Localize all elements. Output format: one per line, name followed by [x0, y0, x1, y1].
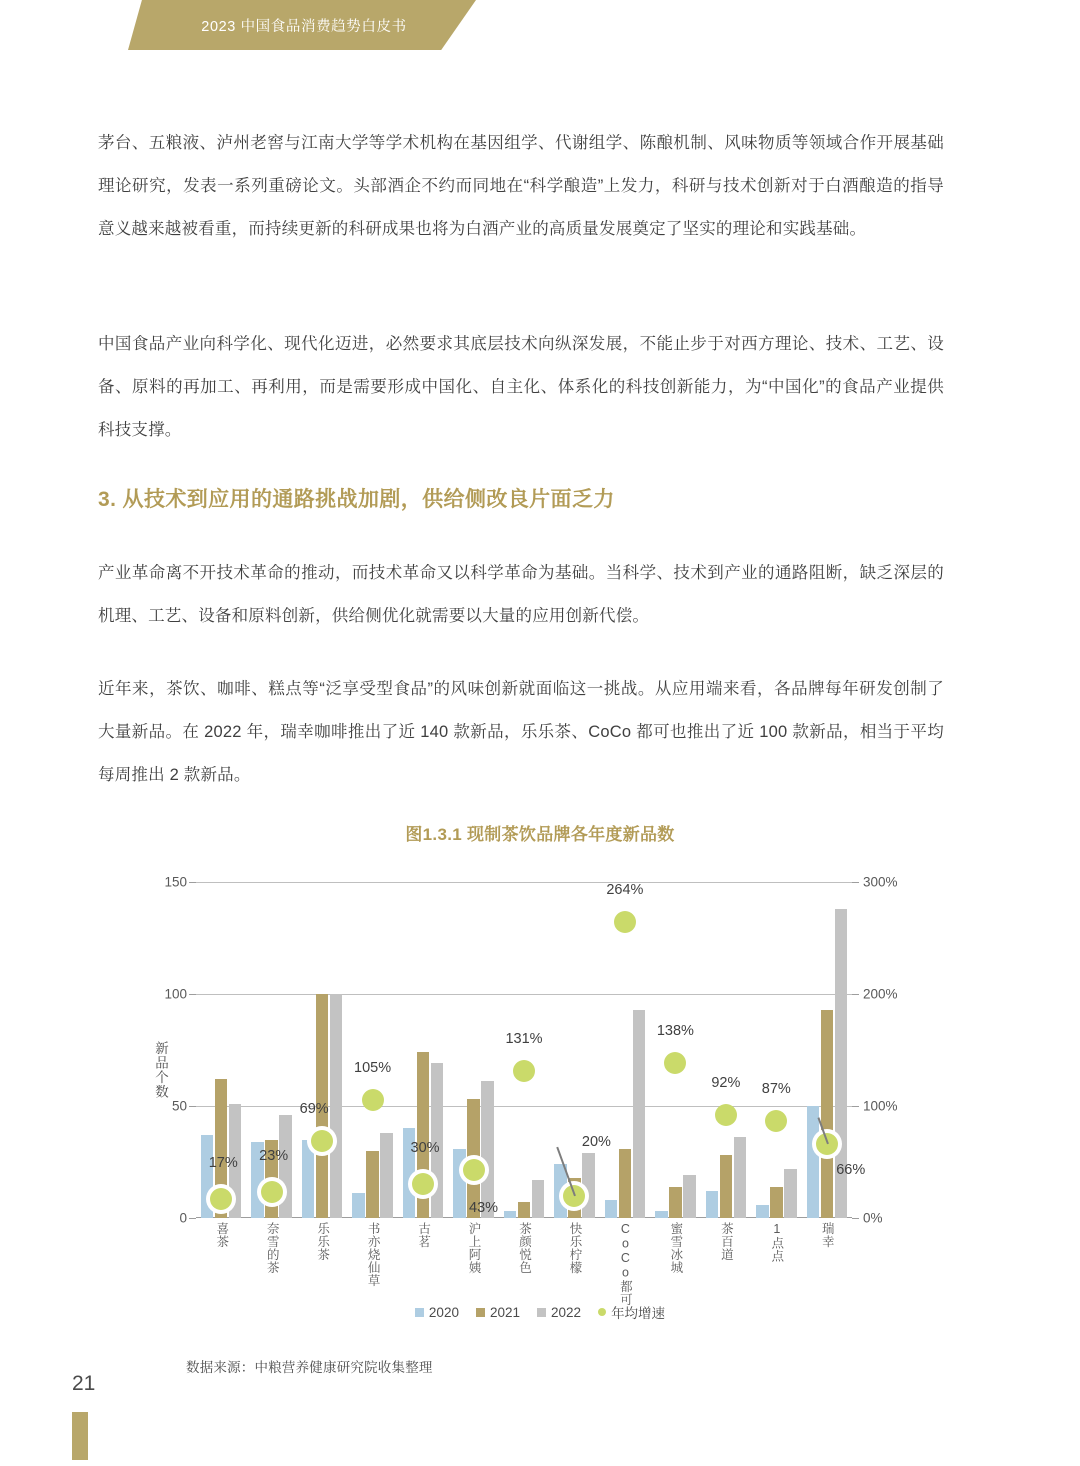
- chart-category-group: [650, 882, 700, 1218]
- chart-bar-2022: [683, 1175, 696, 1218]
- chart-growth-dot: [210, 1188, 232, 1210]
- chart-bar-2022: [784, 1169, 797, 1218]
- chart-growth-dot: [513, 1060, 535, 1082]
- chart-y-tick-label: 150: [164, 874, 187, 890]
- chart-category-group: [398, 882, 448, 1218]
- chart-growth-label: 105%: [354, 1060, 392, 1077]
- paragraph-3: 产业革命离不开技术革命的推动，而技术革命又以科学革命为基础。当科学、技术到产业的通路阻断，缺乏深层的机理、工艺、设备和原料创新，供给侧优化就需要以大量的应用创新代偿。: [98, 564, 944, 625]
- section-heading: 3. 从技术到应用的通路挑战加剧，供给侧改良片面乏力: [98, 488, 615, 511]
- chart-y2-tickmark: [852, 1106, 859, 1107]
- chart-y-tickmark: [189, 994, 196, 995]
- chart-bar-2020: [504, 1211, 517, 1218]
- footer-accent-bar: [72, 1412, 88, 1460]
- chart-category-group: [448, 882, 498, 1218]
- chart-legend-label: 年均增速: [611, 1306, 666, 1321]
- legend-dot-icon: [598, 1308, 606, 1316]
- chart-growth-label: 43%: [469, 1199, 499, 1216]
- chart-bar-2022: [330, 994, 343, 1218]
- chart-growth-label: 69%: [299, 1100, 329, 1117]
- chart-growth-dot: [664, 1052, 686, 1074]
- chart-bar-2020: [756, 1205, 769, 1218]
- chart-x-tick-label: 蜜雪冰城: [668, 1222, 683, 1274]
- chart-growth-label: 20%: [581, 1133, 611, 1150]
- paragraph-1: 茅台、五粮液、泸州老窖与江南大学等学术机构在基因组学、代谢组学、陈酿机制、风味物质等领域合作开展基础理论研究，发表一系列重磅论文。头部酒企不约而同地在“科学酿造”上发力，科研与技术创新对于白酒酿造的指导意义越来越被看重，而持续更新的科研成果也将为白酒产业的高质量发展奠定了坚实的理论和实践基础。: [98, 134, 944, 238]
- chart-x-tick-label: 茶颜悦色: [517, 1222, 532, 1274]
- chart-growth-label: 131%: [505, 1031, 543, 1048]
- paragraph-4: 近年来，茶饮、咖啡、糕点等“泛享受型食品”的风味创新就面临这一挑战。从应用端来看，各品牌每年研发创制了大量新品。在 2022 年，瑞幸咖啡推出了近 140 款新品，乐乐茶、CoCo 都可也推出了近 100 款新品，相当于平均每周推出 2 款新品。: [98, 680, 944, 784]
- chart-bar-2021: [669, 1187, 682, 1218]
- chart-x-tick-label: 茶百道: [719, 1222, 734, 1261]
- chart-x-tick-label: 快乐柠檬: [567, 1222, 582, 1274]
- chart-category-group: [246, 882, 296, 1218]
- chart-y2-tickmark: [852, 994, 859, 995]
- chart-legend-label: 2022: [551, 1304, 582, 1320]
- chart-category-group: [549, 882, 611, 1218]
- chart-x-tick-label: 古茗: [416, 1222, 431, 1248]
- chart-x-tick-label: 乐乐茶: [315, 1222, 330, 1261]
- chart-growth-label: 264%: [606, 882, 644, 899]
- chart-growth-label: 138%: [656, 1023, 694, 1040]
- chart-bar-2022: [481, 1081, 494, 1218]
- header-banner-title: 2023 中国食品消费趋势白皮书: [201, 18, 407, 35]
- chart-bar-2020: [655, 1211, 668, 1218]
- chart-bar-2021: [366, 1151, 379, 1218]
- chart-bar-2020: [807, 1106, 820, 1218]
- paragraph-2: 中国食品产业向科学化、现代化迈进，必然要求其底层技术向纵深发展，不能止步于对西方理论、技术、工艺、设备、原料的再加工、再利用，而是需要形成中国化、自主化、体系化的科技创新能力，为“中国化”的食品产业提供科技支撑。: [98, 335, 944, 439]
- chart-bar-2022: [582, 1153, 595, 1218]
- chart-bar-2020: [453, 1149, 466, 1218]
- legend-swatch-icon: [476, 1308, 485, 1317]
- chart-x-tick-label: 奈雪的茶: [265, 1222, 280, 1274]
- chart-legend-item: [537, 1305, 581, 1320]
- chart-title: 图1.3.1 现制茶饮品牌各年度新品数: [405, 825, 675, 844]
- chart-category-group: [600, 882, 650, 1218]
- chart-bar-2022: [279, 1115, 292, 1218]
- chart-x-tick-label: 1点点: [769, 1222, 784, 1263]
- chart-legend-item: [598, 1302, 665, 1322]
- chart-legend-label: 2020: [428, 1304, 459, 1320]
- chart-x-tick-label: 喜茶: [214, 1222, 229, 1248]
- chart-legend: [0, 1302, 1080, 1322]
- chart-y-tickmark: [189, 1106, 196, 1107]
- chart-bar-2021: [770, 1187, 783, 1218]
- chart-bar-2022: [734, 1137, 747, 1218]
- chart-y2-tick-label: 300%: [863, 874, 898, 890]
- chart-y2-tick-label: 200%: [863, 986, 898, 1002]
- page-header: [0, 0, 1080, 58]
- chart-category-group: [347, 882, 397, 1218]
- chart-figure: [0, 866, 1080, 1336]
- chart-bar-2022: [633, 1010, 646, 1218]
- chart-growth-label: 30%: [410, 1140, 440, 1157]
- chart-plot-area: [164, 874, 898, 1306]
- chart-growth-label: 23%: [259, 1148, 289, 1165]
- chart-x-tick-label: 瑞幸: [820, 1222, 835, 1248]
- chart-bar-2020: [605, 1200, 618, 1218]
- chart-legend-item: [415, 1305, 459, 1320]
- chart-bar-2021: [720, 1155, 733, 1218]
- chart-growth-dot: [614, 911, 636, 933]
- legend-swatch-icon: [415, 1308, 424, 1317]
- chart-source-note: 数据来源：中粮营养健康研究院收集整理: [186, 1360, 433, 1375]
- chart-growth-dot: [463, 1159, 485, 1181]
- chart-legend-label: 2021: [489, 1304, 521, 1320]
- chart-category-group: [701, 882, 751, 1218]
- chart-bar-2020: [302, 1140, 315, 1218]
- chart-growth-dot: [311, 1130, 333, 1152]
- chart-category-group: [751, 882, 801, 1218]
- chart-bar-2021: [619, 1149, 632, 1218]
- chart-growth-label: 17%: [208, 1154, 238, 1171]
- chart-y-tick-label: 0: [179, 1210, 187, 1226]
- legend-swatch-icon: [537, 1308, 546, 1317]
- chart-y2-tickmark: [852, 882, 859, 883]
- chart-x-tick-label: 沪上阿姨: [467, 1222, 482, 1274]
- chart-y-tickmark: [189, 882, 196, 883]
- chart-category-group: [297, 882, 347, 1218]
- chart-category-group: [499, 882, 549, 1218]
- chart-growth-dot: [715, 1104, 737, 1126]
- chart-y2-tick-label: 0%: [863, 1210, 883, 1226]
- chart-growth-label: 66%: [836, 1162, 866, 1179]
- chart-bar-2020: [706, 1191, 719, 1218]
- chart-bar-2022: [380, 1133, 393, 1218]
- page-number: 21: [72, 1372, 96, 1395]
- chart-x-tick-label: 书亦烧仙草: [366, 1222, 381, 1287]
- chart-growth-label: 87%: [761, 1080, 791, 1097]
- chart-legend-item: [476, 1305, 520, 1320]
- chart-bar-2022: [532, 1180, 545, 1218]
- chart-y-tick-label: 50: [171, 1098, 187, 1114]
- chart-bar-2020: [352, 1193, 365, 1218]
- chart-category-group: [802, 882, 866, 1218]
- chart-y-tick-label: 100: [164, 986, 187, 1002]
- chart-growth-label: 92%: [711, 1074, 741, 1091]
- chart-y2-tick-label: 100%: [863, 1098, 898, 1114]
- chart-y2-tickmark: [852, 1218, 859, 1219]
- chart-growth-dot: [765, 1110, 787, 1132]
- chart-growth-dot: [261, 1181, 283, 1203]
- chart-growth-dot: [412, 1173, 434, 1195]
- chart-category-group: [196, 882, 246, 1218]
- chart-bar-2021: [518, 1202, 531, 1218]
- chart-growth-dot: [362, 1089, 384, 1111]
- chart-y-tickmark: [189, 1218, 196, 1219]
- chart-x-tick-label: CoCo都可: [618, 1222, 633, 1306]
- chart-y-axis-label: 新品个数: [153, 1041, 168, 1099]
- chart-bar-2021: [821, 1010, 834, 1218]
